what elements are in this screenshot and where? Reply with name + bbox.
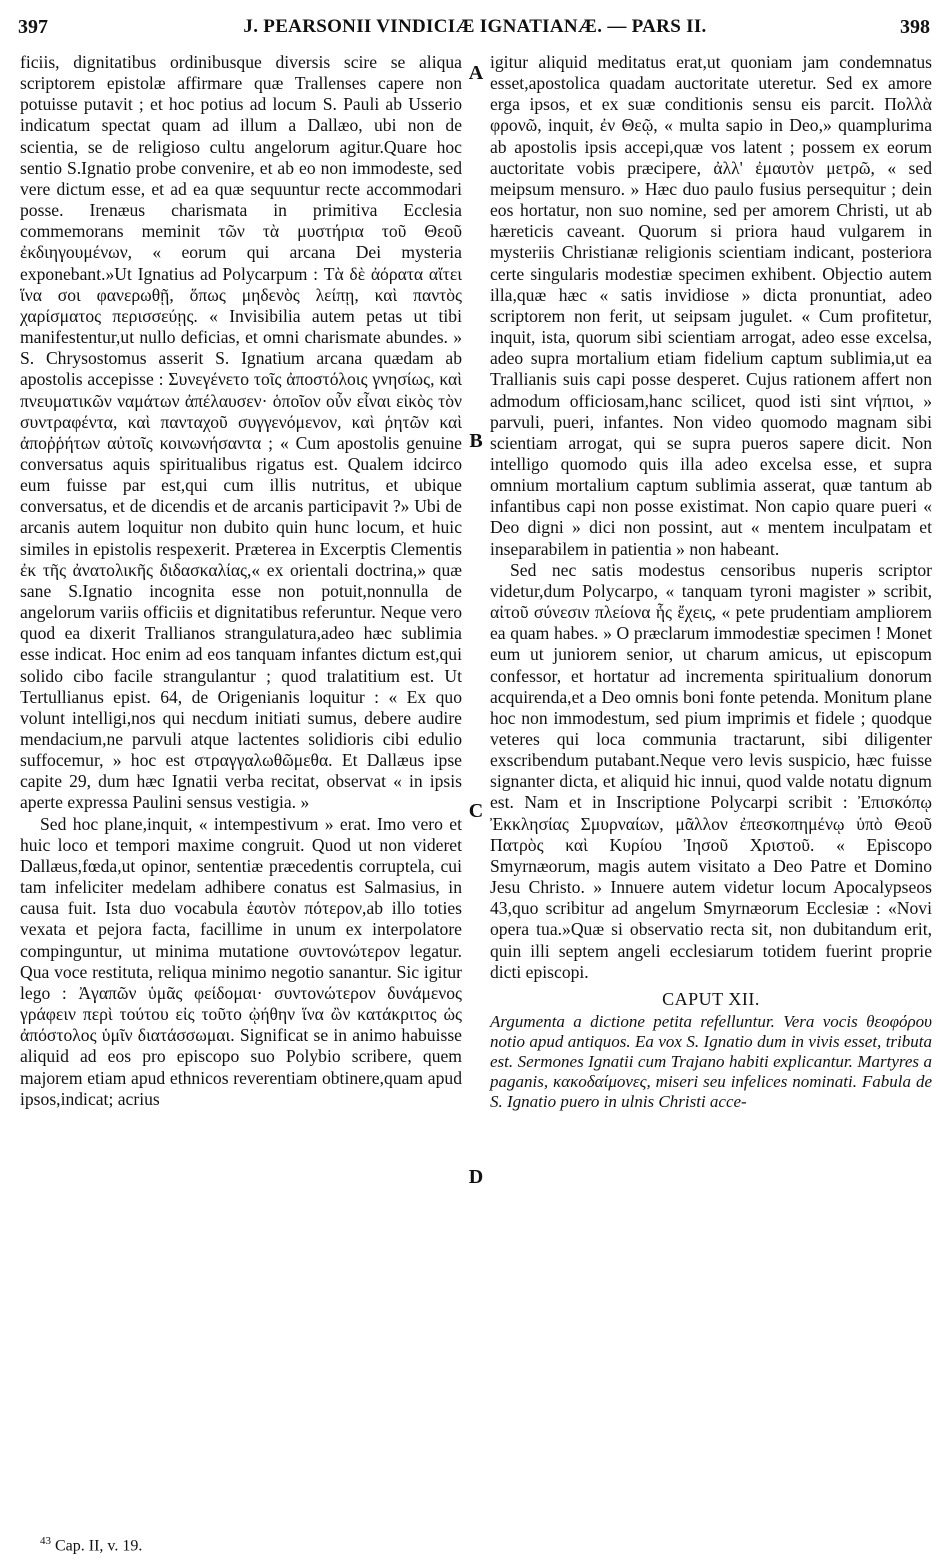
margin-marker-d: D [468, 1166, 484, 1188]
margin-marker-c: C [468, 800, 484, 822]
left-column [20, 52, 462, 1110]
page-header [0, 0, 950, 44]
page-number-right: 398 [900, 16, 930, 38]
right-column [490, 52, 932, 1112]
running-title: J. PEARSONII VINDICIÆ IGNATIANÆ. — PARS II. [243, 16, 707, 37]
margin-marker-a: A [468, 62, 484, 84]
footnote-text: Cap. II, v. 19. [55, 1537, 143, 1555]
page-number-left: 397 [18, 16, 48, 38]
right-paragraph-2: Sed nec satis modestus censoribus nuperis scriptor videtur,dum Polycarpo, « tanquam tyroni magister » scribit, αἰτοῦ σύνεσιν πλείονα ἧς ἔχεις, « pete prudentiam ampliorem ea quam habes. » O præclarum immodestiæ specimen ! Monet eum ut juniorem senior, ut charum amicus, ut episcopum confessor, et hortatur ad incrementa spiritualium donorum acquirenda,et a Deo omnis boni fonte petenda. Monitum plane hoc non immodestum, sed pium imprimis et fidele ; quodque veteres qui loca communia tractarunt, sibi diligenter exscribendum putabant.Neque vero levis suspicio, hæc fuisse signanter dicta, et aliquid hic innui, quod valde notatu dignum est. Nam et in Inscriptione Polycarpi scribit : Ἐπισκόπῳ Ἐκκλησίας Σμυρναίων, μᾶλλον ἐπεσκοπημένῳ ὑπὸ Θεοῦ Πατρὸς καὶ Κυρίου Ἰησοῦ Χριστοῦ. « Episcopo Smyrnæorum, magis autem visitato a Deo Patre et Domino Jesu Christo. » Innuere autem videtur locum Apocalypseos 43,quo scribitur ad angelum Smyrnæorum Ecclesiæ : «Novi opera tua.»Quæ si observatio recta sit, non dubitandum erit, quin illi septem angeli ecclesiarum totidem fuerint proprie dicti episcopi. [490, 559, 932, 982]
chapter-summary: Argumenta a dictione petita refelluntur. Vera vocis θεοφόρου notio apud antiquos. Ea vox S. Ignatio dum in vivis esset, tributa est. Sermones Ignatii cum Trajano habiti explicantur. Martyres a paganis, κακοδαίμονες, miseri seu infelices nominati. Fabula de S. Ignatio puero in ulnis Christi acce- [490, 1012, 932, 1112]
chapter-title: CAPUT XII. [662, 988, 760, 1009]
left-paragraph-1: ficiis, dignitatibus ordinibusque diversis scire se aliqua scriptorem epistolæ affirmare quæ Trallenses capere non potuisse putavit ; et hoc potius ad locum S. Pauli ab Usserio indicatum spectat quam ad illum a Dallæo, ubi non de scientia, se de religioso cultu angelorum agitur.Quare hoc sentio S.Ignatio probe convenire, et ab eo non immodeste, sed vere dictum esse, et ad ea quæ sequuntur recte accommodari posse. Irenæus charismata in primitiva Ecclesia commemorans meminit τῶν τὰ μυστήρια τοῦ Θεοῦ ἐκδιηγουμένων, « eorum qui arcana Dei mysteria exponebant.»Ut Ignatius ad Polycarpum : Τὰ δὲ ἀόρατα αἴτει ἵνα σοι φανερωθῇ, ὅπως μηδενὸς λείπῃ, καὶ παντὸς χαρίσματος περισσεύῃς. « Invisibilia autem petas ut tibi manifestentur,ut nullo deficias, et omni charismate abundes. » S. Chrysostomus asserit S. Ignatium arcana quædam ab apostolis accepisse : Συνεγένετο τοῖς ἀποστόλοις γνησίως, καὶ πνευματικῶν ναμάτων ἀπέλαυσεν· ὁποῖον οὖν εἶναι εἰκὸς τὸν συντραφέντα, καὶ πανταχοῦ συγγενόμενον, καὶ ῥητῶν καὶ ἀποῤῥήτων αὐτοῖς κοινωνήσαντα ; « Cum apostolis genuine conversatus aquis spiritualibus rigatus est. Qualem idcirco eum fuisse par est,qui cum illis nutritus, et ubique conversatus, et de dicendis et de arcanis participavit ?» Ubi de arcanis autem loquitur non dubito quin hunc locum, et huic similes in epistolis respexerit. Præterea in Excerptis Clementis ἐκ τῆς ἀνατολικῆς διδασκαλίας,« ex orientali doctrina,» quæ sane S.Ignatio incognita esse non potuit,nonnulla de angelorum variis officiis et dignitatibus referuntur. Neque vero quod ea dixerit Trallianos strangulatura,adeo hæc sublimia esse indicat. Hoc enim ad eos tanquam infantes dictum est,qui solido cibo facile strangulantur ; quod tralatitium est. Ut Tertullianus epist. 64, de Origenianis loquitur : « Ex quo volunt intelligi,nos qui necdum initiati sumus, debere audire mendacium,ne parvuli atque lactentes solidioris cibi edulio suffocemur, » hoc est στραγγαλωθῶμεθα. Et Dallæus ipse capite 29, dum hæc Ignatii verba recitat, observat « in ipsis aperte expressa Paulini sensus vestigia. » [20, 52, 462, 813]
footnote [40, 1535, 142, 1555]
footnote-mark: 43 [40, 1535, 51, 1547]
right-paragraph-1: igitur aliquid meditatus erat,ut quoniam jam condemnatus esset,apostolica quadam auctoritate uteretur. Sed ex amore erga ipsos, et ex suæ conditionis sensu eis parcit. Πολλὰ φρονῶ, inquit, ἐν Θεῷ, « multa sapio in Deo,» quamplurima ab apostolis ipsis accepi,quæ vos latent ; possem ex eorum auctoritate vobis præcipere, ἀλλ' ἐμαυτὸν μετρῶ, « sed meipsum mensuro. » Hæc duo paulo fusius persequitur ; dein eos hortatur, non suo nomine, sed per amorem Christi, ut ab hæreticis caveant. Quorum si priora haud vulgarem in mysteriis Christianæ religionis scientiam indicant, posteriora certe singularis modestiæ specimen exhibent. Objectio autem illa,quæ hæc « satis invidiose » dicta pronuntiat, adeo scriptorem non ferit, ut seipsam jugulet. « Cum profitetur, inquit, ista, quorum sibi scientiam arrogat, adeo esse excelsa, adeo supra mortalium etiam fidelium captum sublimia,ut ea Trallianis suis capi posse desperet. Cujus rationem affert non admodum officiosam,hanc scilicet, quod isti sint νήπιοι, » parvuli, pueri, infantes. Non video quomodo magnam sibi scientiam arrogat, qui se supra pueros sapere dicit. Non intelligo quomodo quis illa adeo excelsa esse, et supra omnium mortalium captum sublimia asserat, quæ tantum ab infantibus capi non posse existimat. Non capio quare pueri « Deo digni » dici non possint, aut « mentem inculpatam et inseparabilem in patientia » non habeant. [490, 52, 932, 559]
left-paragraph-2: Sed hoc plane,inquit, « intempestivum » erat. Imo vero et huic loco et tempori maxime congruit. Quod ut non videret Dallæus,fœda,ut opinor, sententiæ præcedentis corruptela, cui tam infeliciter medelam adhibere conatus est Salmasius, in causa fuit. Ista duo vocabula ἑαυτὸν πότερον,ab illo toties vexata et pejora facta, facillime in unum ex interpolatore compinguntur, ut minima mutatione συντονώτερον legatur. Qua voce restituta, reliqua minimo negotio sanantur. Sic igitur lego : Ἀγαπῶν ὑμᾶς φείδομαι· συντονώτερον δυνάμενος γράφειν περὶ τούτου εἰς τοῦτο ᾠήθην ἵνα ὢν κατάκριτος ὡς ἀπόστολος ὑμῖν διατάσσωμαι. Significat se in animo habuisse aliquid ad eos pro episcopo suo Polybio scribere, quem majorem etiam apud ethnicos reverentiam obtinere,quam apud ipsos,indicat; acrius [20, 813, 462, 1109]
margin-marker-b: B [469, 430, 483, 452]
